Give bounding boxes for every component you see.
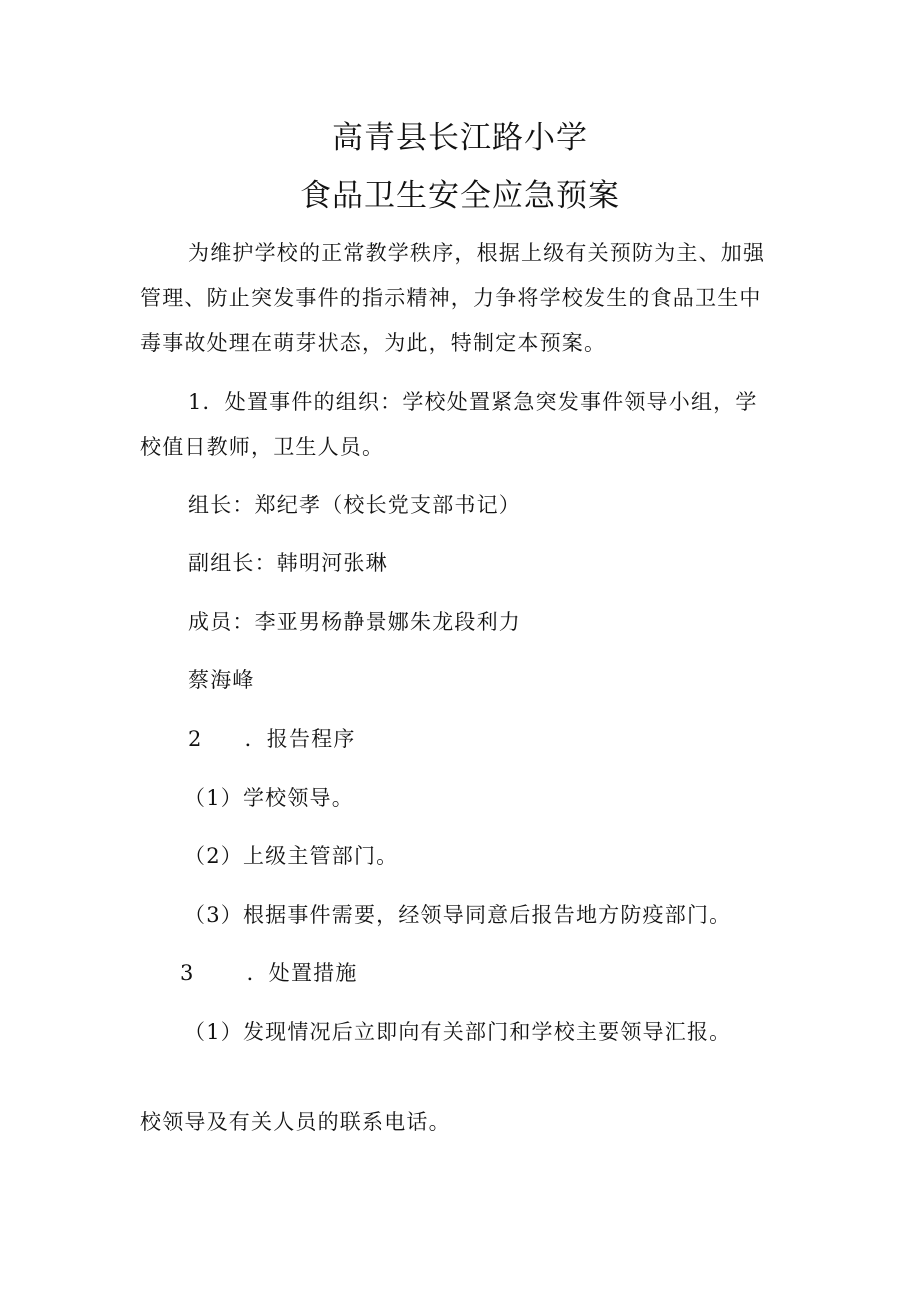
group-deputy-leader: 副组长：韩明河张琳 bbox=[188, 551, 388, 575]
section2-item-3: （3）根据事件需要，经领导同意后报告地方防疫部门。 bbox=[184, 903, 732, 927]
section3-title: ．处置措施 bbox=[246, 961, 358, 985]
closing-line: 校领导及有关人员的联系电话。 bbox=[140, 1110, 451, 1134]
intro-line-1: 为维护学校的正常教学秩序，根据上级有关预防为主、加强 bbox=[188, 241, 766, 265]
section3-heading bbox=[180, 963, 358, 984]
section2-item-1: （1）学校领导。 bbox=[184, 786, 354, 810]
section3-item-1: （1）发现情况后立即向有关部门和学校主要领导汇报。 bbox=[184, 1020, 732, 1044]
section2-title: ．报告程序 bbox=[244, 727, 356, 751]
intro-line-2: 管理、防止突发事件的指示精神，力争将学校发生的食品卫生中 bbox=[140, 286, 762, 310]
group-members-line-1: 成员：李亚男杨静景娜朱龙段利力 bbox=[188, 610, 521, 634]
section2-heading bbox=[188, 729, 356, 750]
section2-item-2: （2）上级主管部门。 bbox=[184, 844, 399, 868]
intro-line-3: 毒事故处理在萌芽状态，为此，特制定本预案。 bbox=[140, 331, 607, 355]
document-title-school: 高青县长江路小学 bbox=[332, 120, 588, 156]
section3-number: 3 bbox=[180, 961, 195, 985]
group-members-line-2: 蔡海峰 bbox=[188, 668, 255, 692]
section1-line-1: 1．处置事件的组织：学校处置紧急突发事件领导小组，学 bbox=[188, 390, 758, 414]
section2-number: 2 bbox=[188, 727, 203, 751]
section1-line-2: 校值日教师，卫生人员。 bbox=[140, 435, 385, 459]
group-leader: 组长：郑纪孝（校长党支部书记） bbox=[188, 493, 521, 517]
document-title-plan: 食品卫生安全应急预案 bbox=[300, 178, 620, 214]
